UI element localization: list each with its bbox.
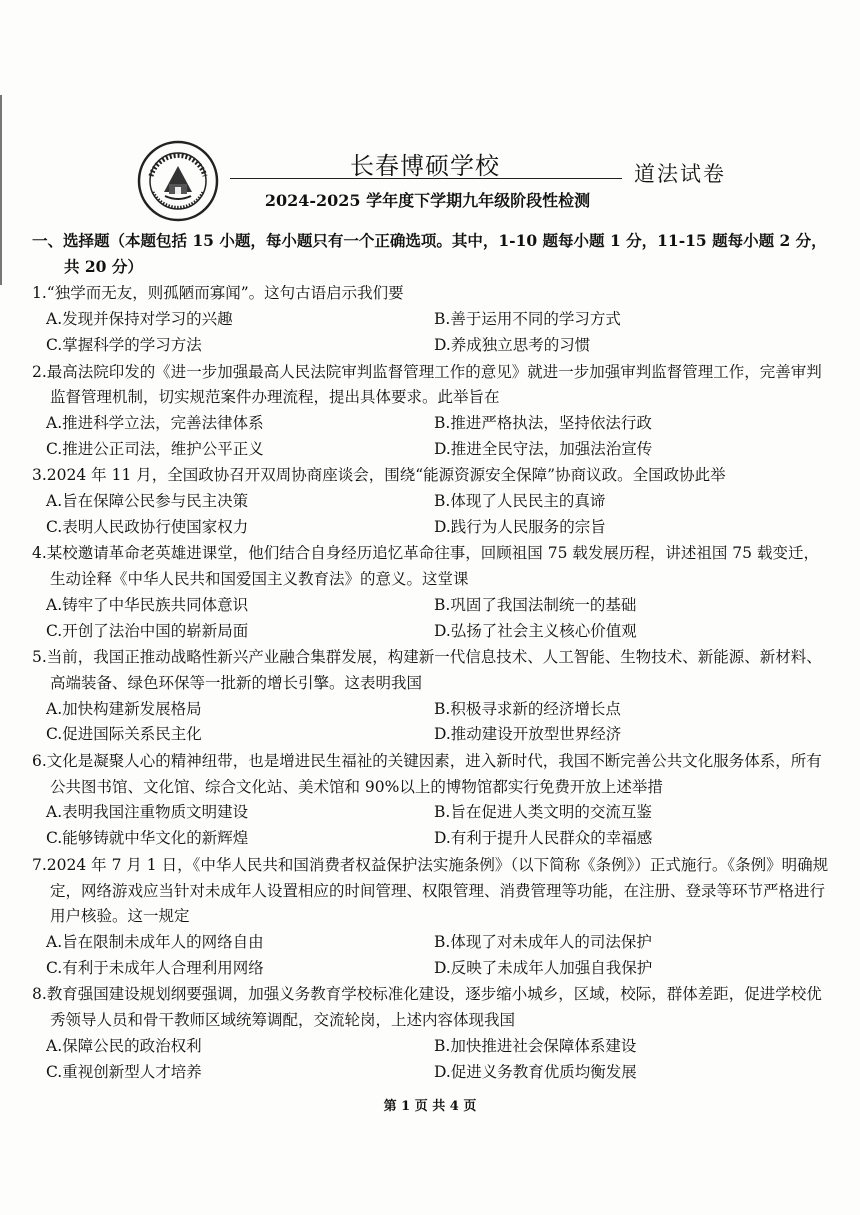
option-a: A.保障公民的政治权利 [46,1036,202,1055]
option-b: B.善于运用不同的学习方式 [434,310,621,329]
question-3 [32,463,830,540]
option-a: A.发现并保持对学习的兴趣 [46,310,233,329]
section-heading: 一、选择题（本题包括 15 小题，每小题只有一个正确选项。其中，1-10 题每小题 1 分，11-15 题每小题 2 分，共 20 分） [32,231,827,276]
option-b: B.体现了对未成年人的司法保护 [434,932,652,951]
option-c: C.推进公正司法，维护公平正义 [46,439,264,458]
option-c: C.表明人民政协行使国家权力 [46,517,249,536]
question-2 [32,360,830,463]
question-stem: 7.2024 年 7 月 1 日，《中华人民共和国消费者权益保护法实施条例》（以下简称《条例》）正式施行。《条例》明确规定，网络游戏应当针对未成年人设置相应的时间管理、权限管理、消费管理等功能，在注册、登录等环节严格进行用户核验。这一规定 [32,855,829,926]
option-b: B.体现了人民民主的真谛 [434,492,606,511]
option-a: A.旨在限制未成年人的网络自由 [46,932,264,951]
option-b: B.积极寻求新的经济增长点 [434,699,621,718]
exam-title: 2024-2025 学年度下学期九年级阶段性检测 [264,191,591,210]
question-6 [32,749,830,852]
question-stem: 2.最高法院印发的《进一步加强最高人民法院审判监督管理工作的意见》就进一步加强审判监督管理工作，完善审判监督管理机制，切实规范案件办理流程，提出具体要求。此举旨在 [32,362,822,407]
question-stem: 4.某校邀请革命老英雄进课堂，他们结合自身经历追忆革命往事，回顾祖国 75 载发展历程，讲述祖国 75 载变迁，生动诠释《中华人民共和国爱国主义教育法》的意义。这堂课 [32,544,819,589]
question-stem: 3.2024 年 11 月，全国政协召开双周协商座谈会，围绕“能源资源安全保障”协商议政。全国政协此举 [32,466,726,485]
option-c: C.能够铸就中华文化的新辉煌 [46,829,249,848]
option-a: A.推进科学立法，完善法律体系 [46,413,264,432]
option-c: C.促进国际关系民主化 [46,725,202,744]
question-8 [32,982,830,1085]
option-d: D.推动建设开放型世界经济 [434,725,622,744]
option-d: D.养成独立思考的习惯 [434,335,591,354]
option-a: A.表明我国注重物质文明建设 [46,803,249,822]
question-stem: 5.当前，我国正推动战略性新兴产业融合集群发展，构建新一代信息技术、人工智能、生物技术、新能源、新材料、高端装备、绿色环保等一批新的增长引擎。这表明我国 [32,648,822,692]
question-stem: 1.“独学而无友，则孤陋而寡闻”。这句古语启示我们要 [32,284,404,303]
option-d: D.促进义务教育优质均衡发展 [434,1062,637,1081]
option-c: C.掌握科学的学习方法 [46,335,202,354]
option-a: A.铸牢了中华民族共同体意识 [46,595,249,614]
page-edge-line [0,95,2,285]
option-d: D.有利于提升人民群众的幸福感 [434,829,653,848]
subject-title: 道法试卷 [634,162,726,186]
option-c: C.重视创新型人才培养 [46,1062,202,1081]
school-seal-logo [137,140,219,222]
question-stem: 8.教育强国建设规划纲要强调，加强义务教育学校标准化建设，逐步缩小城乡，区域，校际，群体差距，促进学校优秀领导人员和骨干教师区域统筹调配，交流轮岗，上述内容体现我国 [32,985,822,1030]
option-b: B.旨在促进人类文明的交流互鉴 [434,803,652,822]
page-number: 第 1 页 共 4 页 [383,1099,477,1114]
question-4 [32,541,830,644]
question-list [32,228,830,1085]
option-d: D.践行为人民服务的宗旨 [434,517,606,536]
question-7 [32,853,830,982]
question-1 [32,281,830,358]
option-d: D.弘扬了社会主义核心价值观 [434,621,637,640]
option-b: B.推进严格执法，坚持依法行政 [434,413,652,432]
option-a: A.加快构建新发展格局 [46,699,202,718]
option-a: A.旨在保障公民参与民主决策 [46,492,249,511]
option-d: D.推进全民守法，加强法治宣传 [434,439,653,458]
question-5 [32,645,830,748]
title-underline [230,178,622,179]
school-name: 长春博硕学校 [350,152,500,180]
question-stem: 6.文化是凝聚人心的精神纽带，也是增进民生福祉的关键因素，进入新时代，我国不断完善公共文化服务体系，所有公共图书馆、文化馆、综合文化站、美术馆和 90%以上的博物馆都实行免费开放上述举措 [32,752,822,796]
option-c: C.开创了法治中国的崭新局面 [46,621,249,640]
option-d: D.反映了未成年人加强自我保护 [434,958,653,977]
option-c: C.有利于未成年人合理利用网络 [46,958,264,977]
option-b: B.巩固了我国法制统一的基础 [434,595,637,614]
option-b: B.加快推进社会保障体系建设 [434,1036,637,1055]
